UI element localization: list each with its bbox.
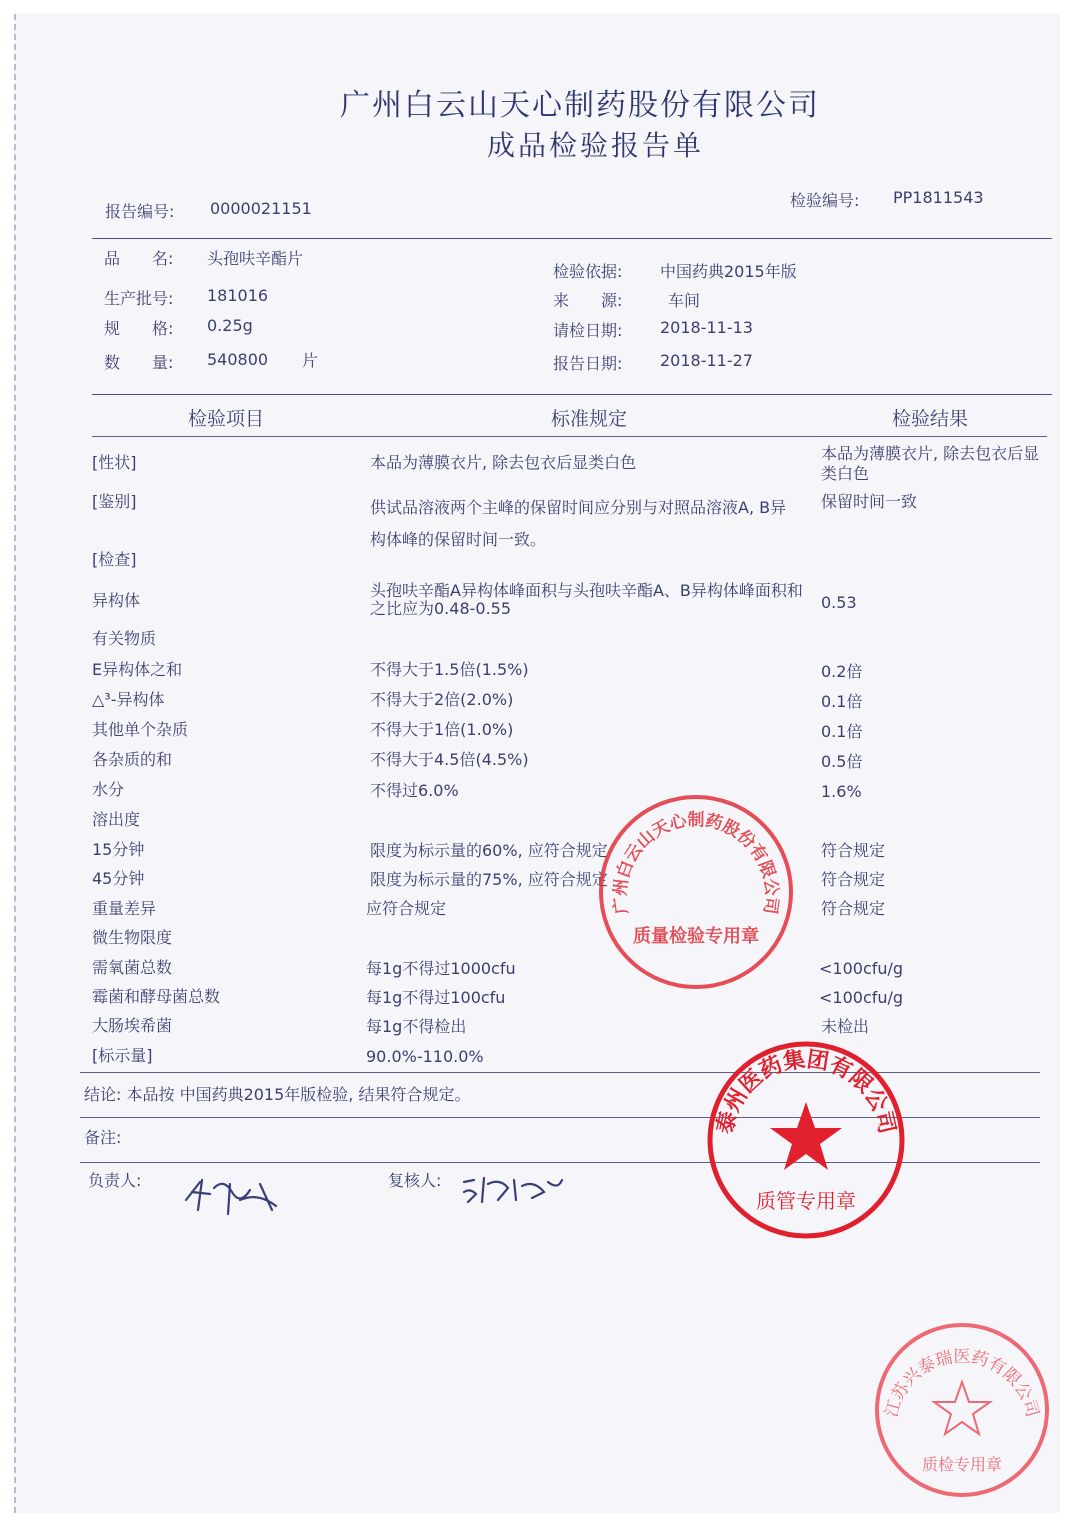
batch-label: 生产批号: [104, 289, 174, 308]
table-row-result: 1.6% [821, 782, 862, 801]
spec-label: 规 格: [104, 319, 174, 338]
reviewer-label: 复核人: [388, 1171, 442, 1190]
table-row-standard: 不得大于1.5倍(1.5%) [370, 660, 529, 679]
table-row-result: <100cfu/g [819, 988, 904, 1007]
table-row-result: 本品为薄膜衣片, 除去包衣后显类白色 [821, 444, 1040, 483]
column-header-standard: 标准规定 [551, 408, 628, 430]
table-row-standard: 不得大于1倍(1.0%) [370, 720, 514, 739]
request-date-label: 请检日期: [553, 321, 623, 340]
svg-text:质管专用章: 质管专用章 [756, 1189, 856, 1213]
conclusion-text: 结论: 本品按 中国药典2015年版检验, 结果符合规定。 [84, 1085, 471, 1104]
table-row-item: 其他单个杂质 [92, 720, 189, 739]
qty-unit: 片 [302, 351, 319, 370]
table-row-standard: 不得过6.0% [370, 781, 459, 800]
divider-top [92, 238, 1052, 239]
table-row-standard: 供试品溶液两个主峰的保留时间应分别与对照品溶液A, B异构体峰的保留时间一致。 [370, 498, 787, 549]
table-row-item: 各杂质的和 [92, 750, 173, 769]
divider-info [92, 394, 1052, 395]
source-value: 车间 [668, 291, 701, 310]
report-no-label: 报告编号: [105, 202, 175, 221]
table-row-item: 15分钟 [92, 840, 145, 859]
column-header-result: 检验结果 [892, 408, 969, 430]
table-row-result: 0.1倍 [821, 692, 863, 711]
company-name: 广州白云山天心制药股份有限公司 [340, 88, 820, 123]
divider-table-header [92, 436, 1047, 437]
remark-label: 备注: [84, 1128, 122, 1147]
table-row-result: 符合规定 [821, 899, 886, 918]
responsible-label: 负责人: [88, 1171, 142, 1190]
table-row-item: 大肠埃希菌 [92, 1016, 173, 1035]
basis-value: 中国药典2015年版 [660, 262, 797, 281]
table-row-item: 霉菌和酵母菌总数 [92, 987, 221, 1006]
table-row-result: 0.1倍 [821, 722, 863, 741]
table-row-item: 有关物质 [92, 629, 157, 648]
svg-text:泰州医药集团有限公司: 泰州医药集团有限公司 [712, 1047, 900, 1137]
svg-text:广州白云山天心制药股份有限公司: 广州白云山天心制药股份有限公司 [610, 810, 782, 916]
table-row-item: 需氧菌总数 [92, 958, 173, 977]
table-row-standard: 应符合规定 [366, 899, 447, 918]
qty-label: 数 量: [104, 353, 174, 372]
table-row-standard: 不得大于4.5倍(4.5%) [370, 750, 529, 769]
table-row-result: 0.53 [821, 593, 857, 612]
table-row-standard: 不得大于2倍(2.0%) [370, 690, 514, 709]
table-row-item: [检查] [92, 550, 137, 569]
svg-text:质量检验专用章: 质量检验专用章 [633, 926, 759, 947]
table-row-item: 水分 [92, 780, 125, 799]
table-row-item: [性状] [92, 453, 137, 472]
table-row-standard: 每1g不得检出 [366, 1017, 467, 1036]
table-row-result: 符合规定 [821, 870, 886, 889]
document-title: 成品检验报告单 [487, 129, 705, 162]
table-row-item: 重量差异 [92, 899, 157, 918]
report-date-label: 报告日期: [553, 354, 623, 373]
table-row-item: [鉴别] [92, 492, 137, 511]
source-label: 来 源: [553, 291, 623, 310]
svg-text:江苏兴泰瑞医药有限公司: 江苏兴泰瑞医药有限公司 [881, 1347, 1043, 1420]
qty-value: 540800 [207, 350, 269, 369]
table-row-item: [标示量] [92, 1046, 153, 1065]
column-header-item: 检验项目 [188, 408, 265, 430]
table-row-item: 45分钟 [92, 869, 145, 888]
table-row-result: 符合规定 [821, 841, 886, 860]
table-row-item: 微生物限度 [92, 928, 173, 947]
distributor-seal [706, 1040, 906, 1240]
table-row-standard: 本品为薄膜衣片, 除去包衣后显类白色 [370, 453, 637, 472]
report-date-value: 2018-11-27 [660, 351, 753, 370]
spec-value: 0.25g [207, 316, 253, 335]
table-row-result: <100cfu/g [819, 959, 904, 978]
basis-label: 检验依据: [553, 262, 623, 281]
reviewer-signature [458, 1168, 568, 1208]
table-row-result: 未检出 [821, 1017, 870, 1036]
table-row-result: 0.2倍 [821, 662, 863, 681]
product-value: 头孢呋辛酯片 [207, 249, 304, 268]
quality-inspection-seal [596, 792, 796, 992]
svg-text:质检专用章: 质检专用章 [921, 1455, 1003, 1474]
table-row-standard: 每1g不得过1000cfu [366, 959, 516, 978]
table-row-result: 0.5倍 [821, 752, 863, 771]
table-row-standard: 90.0%-110.0% [366, 1047, 484, 1066]
table-row-standard: 头孢呋辛酯A异构体峰面积与头孢呋辛酯A、B异构体峰面积和之比应为0.48-0.55 [370, 581, 803, 618]
product-label: 品 名: [104, 249, 174, 268]
report-no-value: 0000021151 [210, 199, 312, 218]
table-row-standard: 限度为标示量的60%, 应符合规定 [370, 841, 608, 860]
table-row-item: E异构体之和 [92, 660, 183, 679]
quality-check-seal [872, 1320, 1052, 1500]
batch-value: 181016 [207, 286, 269, 305]
table-row-result: 保留时间一致 [821, 492, 918, 511]
table-row-standard: 每1g不得过100cfu [366, 988, 506, 1007]
table-row-item: 溶出度 [92, 810, 141, 829]
table-row-standard: 限度为标示量的75%, 应符合规定 [370, 870, 608, 889]
request-date-value: 2018-11-13 [660, 318, 753, 337]
table-row-item: △³-异构体 [92, 690, 165, 709]
test-no-value: PP1811543 [893, 188, 984, 207]
responsible-signature [180, 1170, 290, 1220]
table-row-item: 异构体 [92, 591, 141, 610]
test-no-label: 检验编号: [790, 191, 860, 210]
